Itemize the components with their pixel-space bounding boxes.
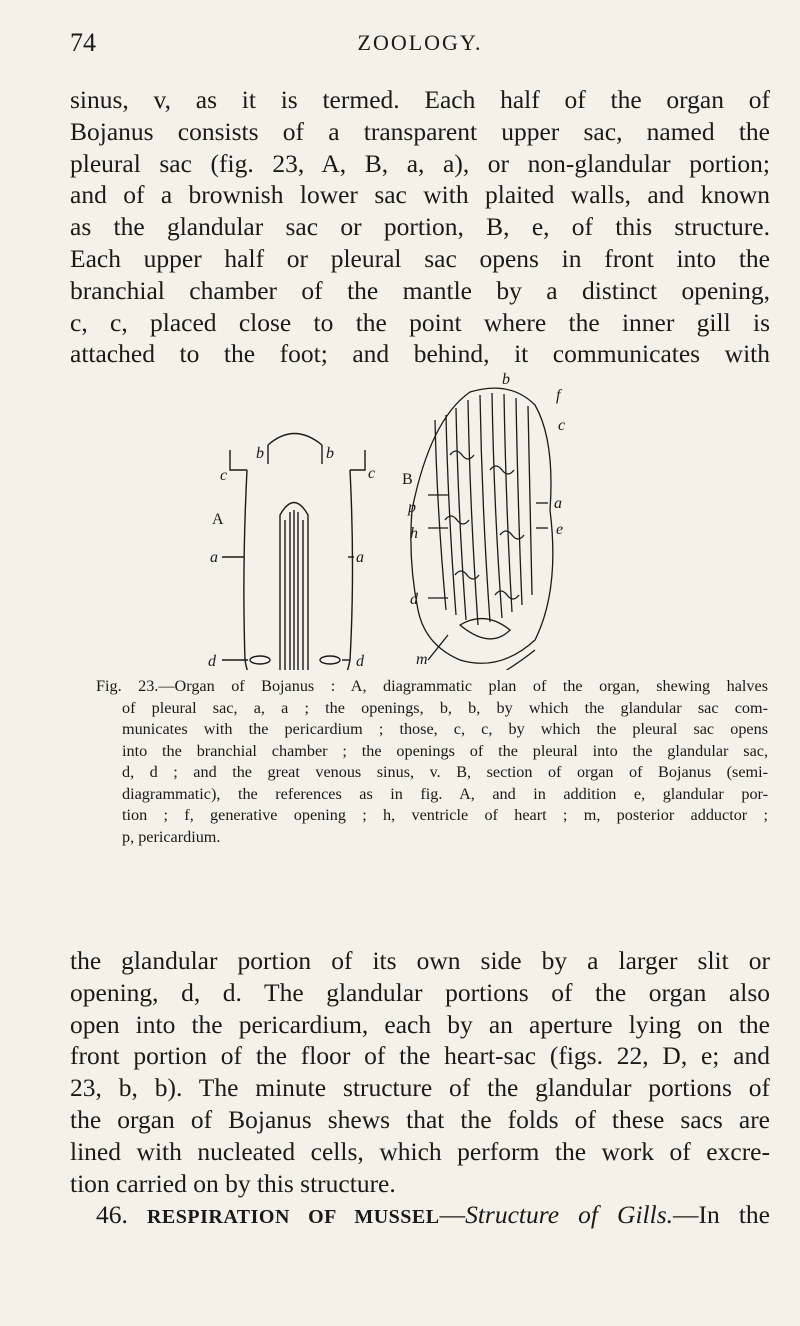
figure-panel-a [222,434,365,671]
section-text: —In the [673,1200,770,1230]
label-a: a [554,495,562,512]
label-d: d [208,653,216,670]
label-c: c [558,417,566,434]
figure-caption [96,676,768,848]
section-subheading: Structure of Gills. [465,1200,674,1230]
panel-a-label: A [212,511,224,528]
text-line: as the glandular sac or portion, B, e, of this structure. [70,212,770,242]
label-f: f [556,387,561,404]
label-b: b [502,371,510,388]
text-line: pleural sac (fig. 23, A, B, a, a), or non-glandular portion; [70,148,770,178]
figure-23 [190,360,620,670]
caption-line: d, d ; and the great venous sinus, v. B, section of organ of Bojanus (semi- [122,763,768,781]
label-c: c [368,465,376,482]
label-c: c [220,467,228,484]
caption-line: p, pericardium. [122,827,221,846]
paragraph-2 [70,945,770,1234]
text-line: c, c, placed close to the point where the inner gill is [70,307,770,337]
label-h: h [410,525,418,542]
text-line: open into the pericardium, each by an aperture lying on the [70,1009,770,1039]
text-line: 23, b, b). The minute structure of the glandular portions of [70,1073,770,1103]
label-p: p [408,499,416,516]
paragraph-1 [70,84,770,370]
text-line: attached to the foot; and behind, it communicates with [70,339,770,369]
text-line: the glandular portion of its own side by a larger slit or [70,946,770,975]
text-line: tion carried on by this structure. [70,1168,396,1198]
running-head: ZOOLOGY. [357,30,483,55]
section-number: 46. [96,1200,128,1230]
label-d: d [356,653,364,670]
caption-line: Fig. 23.—Organ of Bojanus : A, diagrammatic plan of the organ, shewing halves [96,677,768,695]
panel-b-label: B [402,471,413,488]
section-heading: RESPIRATION OF MUSSEL [146,1206,440,1229]
page-number: 74 [70,28,96,57]
text-line: lined with nucleated cells, which perform the work of excre- [70,1136,770,1166]
page-header [70,28,770,64]
text-line: Each upper half or pleural sac opens in front into the [70,243,770,273]
caption-line: into the branchial chamber ; the openings of the pleural into the glandular sac, [122,741,768,760]
label-d: d [410,591,418,608]
heading-dash: — [439,1200,466,1230]
section-heading-line [70,1199,770,1234]
label-b: b [256,445,264,462]
caption-line: municates with the pericardium ; those, c, c, by which the pleural sac opens [122,720,768,738]
label-b: b [326,445,334,462]
figure-panel-b [411,388,553,670]
caption-line: tion ; f, generative opening ; h, ventricle of heart ; m, posterior adductor ; [122,806,768,824]
label-a: a [356,549,364,566]
caption-line: of pleural sac, a, a ; the openings, b, b, by which the glandular sac com- [122,698,768,717]
text-line: opening, d, d. The glandular portions of the organ also [70,977,770,1007]
text-line: and of a brownish lower sac with plaited walls, and known [70,180,770,210]
label-e: e [556,521,564,538]
label-m: m [416,651,428,668]
text-line: branchial chamber of the mantle by a distinct opening, [70,275,770,305]
text-line: Bojanus consists of a transparent upper sac, named the [70,116,770,146]
text-line: front portion of the floor of the heart-sac (figs. 22, D, e; and [70,1041,770,1071]
label-a: a [210,549,218,566]
text-line: the organ of Bojanus shews that the folds of these sacs are [70,1104,770,1134]
text-line: sinus, v, as it is termed. Each half of the organ of [70,85,770,114]
caption-line: diagrammatic), the references as in fig. A, and in addition e, glandular por- [122,784,768,803]
